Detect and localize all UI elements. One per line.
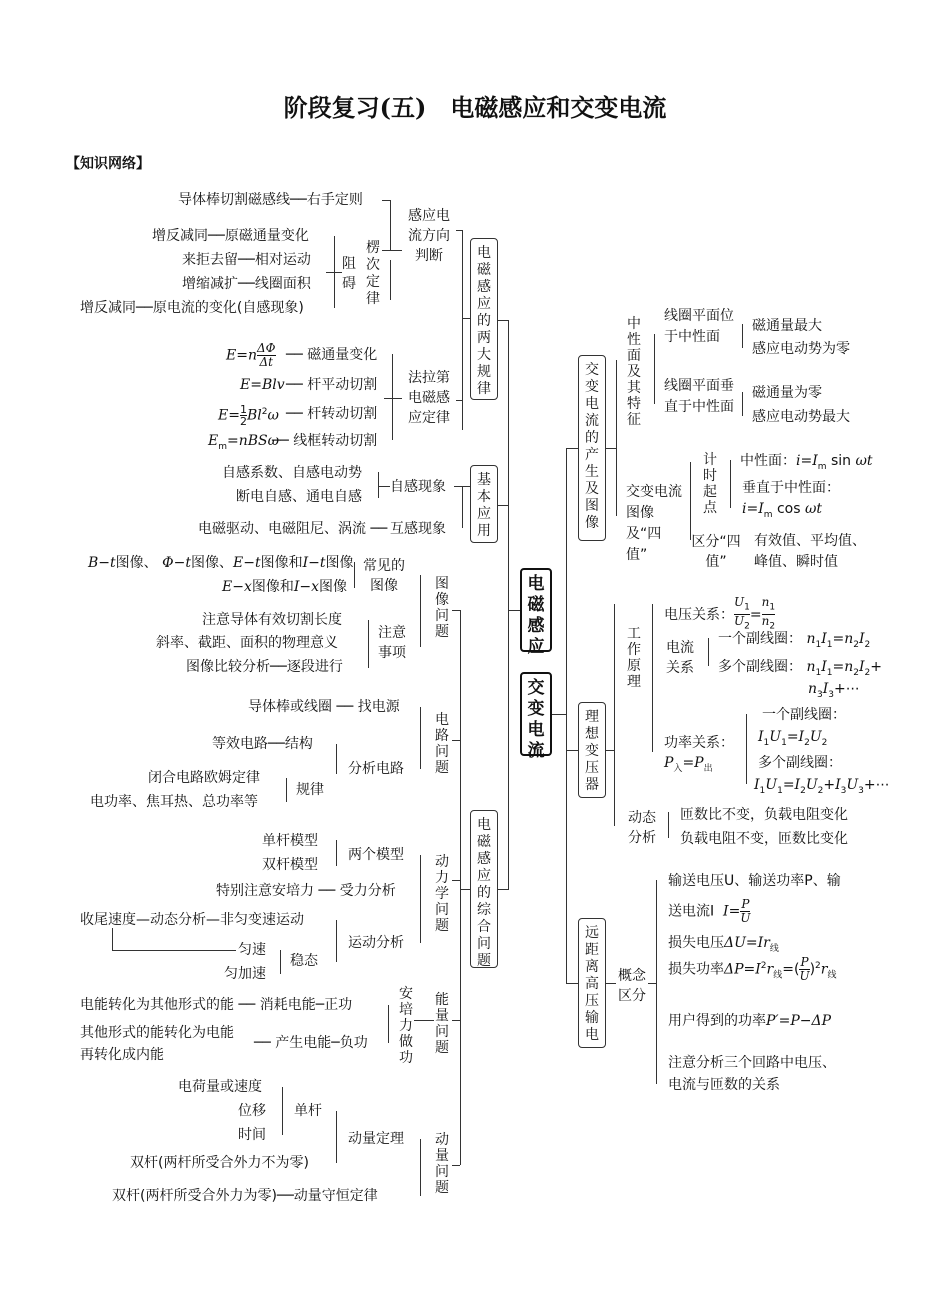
connector	[730, 460, 731, 508]
connector	[390, 200, 391, 250]
current-one-coil: 一个副线圈： $n_1I_1=n_2I_2$	[718, 631, 871, 650]
connector	[452, 740, 460, 741]
app-item-3: 电磁驱动、电磁阻尼、涡流 ──	[198, 521, 388, 537]
perp-start: 垂直于中性面：	[742, 480, 840, 496]
law-item-1: 闭合电路欧姆定律	[148, 770, 260, 786]
connector	[614, 604, 615, 826]
power-one-coil: 一个副线圈：	[762, 707, 846, 723]
momentum-problems-node: 动量问题	[435, 1132, 449, 1196]
neutral-start: 中性面：$i=I_m$ sin ωt	[740, 453, 873, 472]
connector	[456, 400, 462, 401]
note-item-3: 图像比较分析──逐段进行	[186, 659, 343, 675]
connector	[654, 334, 655, 404]
power-one-coil-formula: $I_1U_1=I_2U_2$	[758, 729, 828, 748]
in-neutral-plane: 线圈平面位于中性面	[664, 308, 734, 345]
single-bar-node: 单杆	[294, 1103, 322, 1119]
connector	[420, 1139, 421, 1196]
connector	[742, 392, 743, 416]
graph-types-1: B−t图像、 Φ−t图像、E−t图像和I−t图像	[88, 555, 354, 571]
right-hand-rule: 导体棒切割磁感线──右手定则	[178, 192, 363, 208]
connector	[336, 920, 337, 962]
steady-node: 稳态	[290, 953, 318, 969]
connector	[606, 448, 616, 449]
current-multi-coil-cont: $n_3I_3+\cdots$	[808, 681, 860, 700]
formula-rotation: E=1 2 Bl$^2$ω	[218, 403, 279, 429]
connector	[566, 448, 578, 449]
connector	[282, 1087, 283, 1135]
four-value-1: 有效值、平均值、	[754, 533, 866, 549]
dynamic-item-1: 匝数比不变，负载电阻变化	[680, 807, 848, 823]
connector	[462, 486, 463, 528]
obstruct-node: 阻碍	[342, 256, 356, 292]
group-transmission: 远距离高压输电	[578, 918, 606, 1048]
model-item-1: 单杆模型	[262, 833, 318, 849]
connector	[616, 360, 617, 516]
group-two-laws: 电磁感应的两大规律	[470, 238, 498, 400]
in-item-1: 磁通量最大	[752, 318, 822, 334]
faraday-item-1: ── 磁通量变化	[286, 347, 378, 363]
connector	[566, 750, 578, 751]
power-multi-coil: 多个副线圈：	[758, 755, 842, 771]
connector	[384, 398, 402, 399]
lenz-item-2: 来拒去留──相对运动	[182, 252, 311, 268]
note-item-1: 注意导体有效切割长度	[202, 612, 342, 628]
app-item-2: 断电自感、通电自感	[236, 489, 362, 505]
working-principle-node: 工作原理	[627, 626, 641, 690]
power-relation-node: 功率关系：	[664, 735, 734, 751]
circuit-problems-node: 电路问题	[435, 712, 449, 776]
perp-item-2: 感应电动势最大	[752, 409, 850, 425]
connector	[280, 950, 281, 974]
steady-item-2: 匀加速	[224, 966, 266, 982]
lenz-law-node: 楞次定律	[366, 240, 380, 307]
lenz-item-4: 增反减同──原电流的变化(自感现象)	[80, 300, 304, 316]
notes-node: 注意事项	[378, 625, 406, 661]
connector	[652, 604, 653, 752]
energy-positive: 电能转化为其他形式的能 ── 消耗电能─正功	[80, 997, 353, 1013]
lenz-item-3: 增缩减扩──线圈面积	[182, 276, 311, 292]
trans-item-4: 损失功率$\Delta P=I^2r_线=(\frac{P}{U}$ )$^2r_线$	[668, 955, 837, 983]
connector	[606, 750, 614, 751]
connector	[420, 707, 421, 769]
mutual-induction-node: 互感现象	[390, 521, 446, 537]
trans-item-5: 用户得到的功率P′=P−ΔP	[668, 1013, 832, 1029]
law-node: 规律	[296, 782, 324, 798]
connector	[420, 855, 421, 943]
group-basic-applications: 基本应用	[470, 465, 498, 543]
connector	[452, 1020, 460, 1021]
current-multi-coil: 多个副线圈： $n_1I_1=n_2I_2+$	[718, 659, 882, 678]
perp-item-1: 磁通量为零	[752, 385, 822, 401]
section-heading: 【知识网络】	[66, 156, 150, 172]
connector	[508, 610, 520, 611]
law-item-2: 电功率、焦耳热、总功率等	[90, 794, 258, 810]
four-values-node: 区分“四值”	[691, 534, 741, 570]
connector	[606, 983, 616, 984]
dynamics-problems-node: 动力学问题	[435, 854, 449, 934]
ampere-work-node: 安培力做功	[399, 986, 413, 1066]
connector	[552, 714, 566, 715]
timing-start-node: 计时起点	[703, 452, 717, 516]
faraday-law-node: 法拉第电磁感应定律	[408, 370, 450, 426]
page-title: 阶段复习(五) 电磁感应和交变电流	[283, 93, 667, 122]
connector	[336, 840, 337, 866]
connector	[390, 260, 391, 300]
trans-item-6: 注意分析三个回路中电压、	[668, 1055, 836, 1071]
lenz-item-1: 增反减同──原磁通量变化	[152, 228, 309, 244]
dynamic-item-2: 负载电阻不变，匝数比变化	[680, 831, 848, 847]
connector	[498, 505, 508, 506]
ac-graph-node: 交变电流图像及“四值”	[626, 484, 682, 563]
connector	[452, 1165, 460, 1166]
connector	[336, 744, 337, 774]
energy-negative-b: 再转化成内能	[80, 1047, 164, 1063]
connector	[708, 638, 709, 666]
perp-neutral-plane: 线圈平面垂直于中性面	[664, 378, 734, 415]
connector	[508, 320, 509, 890]
single-item-3: 时间	[238, 1127, 266, 1143]
current-relation-node: 电流关系	[666, 640, 694, 676]
formula-flux: $E=n\frac{\Delta\Phi}{\Delta t}$	[226, 341, 276, 369]
connector	[452, 880, 460, 881]
trans-item-7: 电流与匝数的关系	[668, 1077, 780, 1093]
formula-frame: $E_m=nBS\omega$	[208, 433, 280, 452]
connector	[382, 200, 390, 201]
connector	[388, 1005, 389, 1043]
double-bar-b: 双杆(两杆所受合外力为零)──动量守恒定律	[112, 1188, 378, 1204]
connector	[286, 778, 287, 802]
power-in-out: $P_入=P_出$	[664, 755, 713, 774]
concept-node: 概念区分	[618, 968, 646, 1004]
trans-item-3: 损失电压$\Delta U=Ir_线$	[668, 935, 779, 954]
common-graphs-node: 常见的图像	[363, 558, 405, 594]
analyze-circuit-node: 分析电路	[348, 761, 404, 777]
equivalent-circuit: 等效电路──结构	[212, 736, 313, 752]
connector	[460, 610, 461, 1165]
voltage-relation: 电压关系：$U_1$ $U_2$ $=n_1$ $n_2$	[664, 595, 776, 632]
faraday-item-4: ── 线框转动切割	[272, 433, 378, 449]
single-item-2: 位移	[238, 1103, 266, 1119]
formula-translation: E=Blv	[240, 377, 285, 393]
trans-item-1: 输送电压U、输送功率P、输	[668, 873, 841, 889]
connector	[392, 354, 393, 440]
connector	[336, 1111, 337, 1163]
connector	[656, 880, 657, 1084]
connector	[456, 230, 462, 231]
hub-alternating-current: 交变电流	[520, 672, 552, 756]
connector	[112, 950, 236, 951]
perp-start-formula: $i=I_m$ cos ωt	[742, 501, 823, 520]
momentum-theorem-node: 动量定理	[348, 1131, 404, 1147]
connector	[420, 575, 421, 647]
double-bar-a: 双杆(两杆所受合外力不为零)	[130, 1155, 309, 1171]
find-source: 导体棒或线圈 ── 找电源	[248, 699, 400, 715]
connector	[454, 486, 470, 487]
connector	[414, 1020, 434, 1021]
connector	[378, 486, 390, 487]
connector	[460, 889, 470, 890]
group-comprehensive: 电磁感应的综合问题	[470, 810, 498, 968]
single-item-1: 电荷量或速度	[178, 1079, 262, 1095]
model-item-2: 双杆模型	[262, 857, 318, 873]
graph-types-2: E−x图像和I−x图像	[222, 579, 348, 595]
terminal-velocity: 收尾速度—动态分析—非匀变速运动	[80, 912, 304, 928]
connector	[112, 928, 113, 950]
graph-problems-node: 图像问题	[435, 576, 449, 640]
faraday-item-2: ── 杆平动切割	[286, 377, 378, 393]
dynamic-analysis-node: 动态分析	[628, 810, 656, 846]
two-models-node: 两个模型	[348, 847, 404, 863]
motion-analysis-node: 运动分析	[348, 935, 404, 951]
connector	[566, 448, 567, 983]
app-item-1: 自感系数、自感电动势	[222, 465, 362, 481]
power-multi-coil-formula: $I_1U_1=I_2U_2+I_3U_3+\cdots$	[754, 777, 890, 796]
connector	[326, 272, 342, 273]
neutral-plane-node: 中性面及其特征	[627, 316, 641, 428]
connector	[462, 230, 463, 430]
connector	[746, 714, 747, 784]
connector	[566, 983, 578, 984]
faraday-item-3: ── 杆转动切割	[286, 406, 378, 422]
energy-negative-c: ── 产生电能─负功	[254, 1035, 368, 1051]
group-transformer: 理想变压器	[578, 702, 606, 798]
connector	[378, 472, 379, 498]
current-direction-node: 感应电流方向判断	[408, 208, 450, 264]
force-analysis: 特别注意安培力 ── 受力分析	[216, 883, 396, 899]
hub-electromagnetic-induction: 电磁感应	[520, 568, 552, 652]
connector	[742, 324, 743, 348]
connector	[452, 610, 460, 611]
trans-item-2: 送电流I $I=\frac{P}{U}$	[668, 897, 751, 925]
in-item-2: 感应电动势为零	[752, 341, 850, 357]
connector	[354, 562, 355, 588]
connector	[382, 250, 402, 251]
connector	[498, 320, 508, 321]
connector	[498, 889, 508, 890]
connector	[690, 462, 691, 540]
steady-item-1: 匀速	[238, 942, 266, 958]
connector	[462, 318, 470, 319]
self-induction-node: 自感现象	[390, 479, 446, 495]
note-item-2: 斜率、截距、面积的物理意义	[156, 635, 338, 651]
connector	[648, 983, 656, 984]
connector	[668, 812, 669, 838]
energy-negative-a: 其他形式的能转化为电能	[80, 1025, 234, 1041]
four-value-2: 峰值、瞬时值	[754, 554, 838, 570]
energy-problems-node: 能量问题	[435, 992, 449, 1056]
group-ac-generation: 交变电流的产生及图像	[578, 355, 606, 541]
connector	[368, 620, 369, 668]
